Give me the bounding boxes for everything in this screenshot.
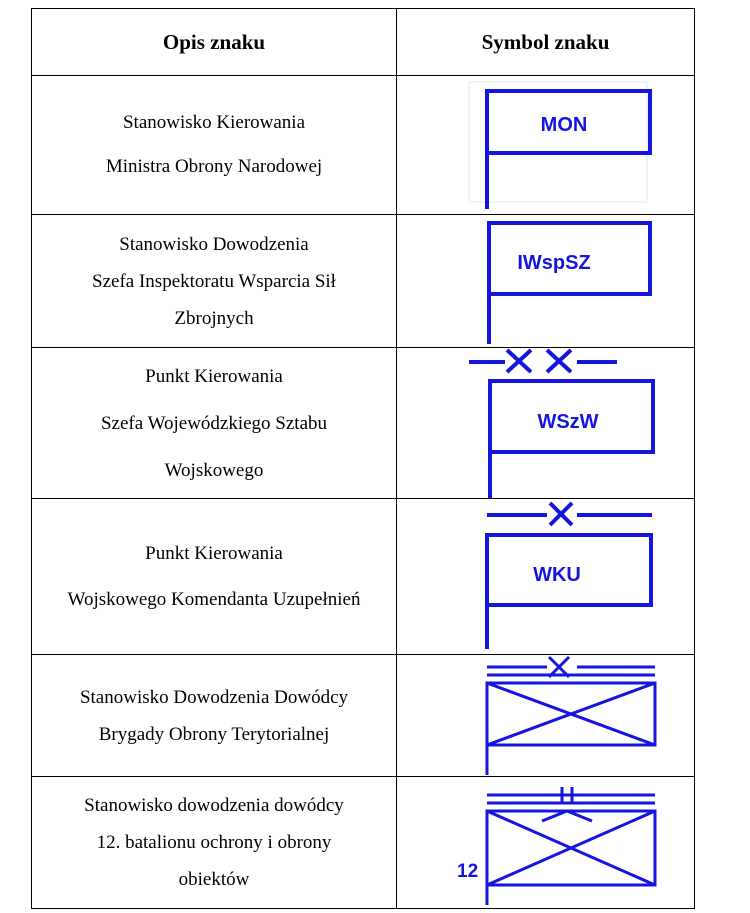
flag-rectangle-double-x-icon [397,348,695,499]
description-line: Punkt Kierowania [145,542,283,564]
sign-description [32,76,397,215]
symbol-label: 12 [457,861,479,882]
description-line: Ministra Obrony Narodowej [105,156,323,177]
description-line: 12. batalionu ochrony i obrony [96,832,332,853]
description-line: Szefa Wojewódzkiego Sztabu [100,412,328,434]
sign-description [32,215,397,348]
sign-symbol [397,348,695,499]
header-row [32,9,695,76]
header-symbol: Symbol znaku [397,9,695,76]
description-line: Wojskowego [164,459,264,481]
description-line: Stanowisko dowodzenia dowódcy [84,795,344,816]
flag-crossed-rectangle-battalion-icon [397,777,695,909]
symbol-label: MON [540,114,588,136]
table-row [32,655,695,777]
table-row [32,777,695,909]
description-line: Brygady Obrony Terytorialnej [98,723,330,745]
sign-description [32,348,397,499]
symbol-label: IWspSZ [517,252,591,274]
description-line: obiektów [178,869,250,890]
sign-symbol [397,655,695,777]
signs-table [31,8,695,909]
sign-symbol [397,777,695,909]
sign-description [32,777,397,909]
sign-symbol [397,215,695,348]
sign-symbol [397,76,695,215]
description-line: Szefa Inspektoratu Wsparcia Sił [92,270,336,292]
sign-description [32,655,397,777]
flag-rectangle-icon [397,215,695,348]
description-line: Punkt Kierowania [145,365,283,387]
sign-symbol [397,499,695,655]
table-row [32,348,695,499]
description-line: Wojskowego Komendanta Uzupełnień [67,588,361,610]
flag-rectangle-single-x-icon [397,499,695,655]
description-line: Stanowisko Kierowania [122,112,306,133]
description-line: Stanowisko Dowodzenia Dowódcy [79,686,349,708]
header-description: Opis znaku [32,9,397,76]
table-row [32,215,695,348]
description-line: Stanowisko Dowodzenia [119,233,309,255]
table-row [32,499,695,655]
sign-description [32,499,397,655]
table-row [32,76,695,215]
symbol-label: WSzW [537,411,599,433]
flag-crossed-rectangle-x-icon [397,655,695,777]
description-line: Zbrojnych [174,307,254,329]
symbol-label: WKU [533,564,581,586]
flag-rectangle-icon [397,76,695,215]
